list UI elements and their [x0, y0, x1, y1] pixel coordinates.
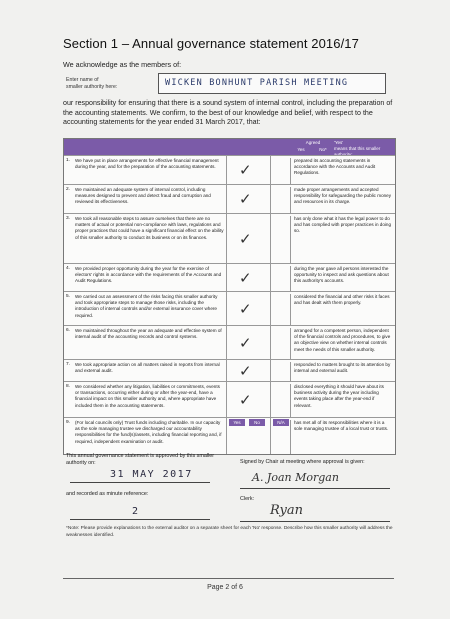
table-row — [64, 155, 395, 184]
table-row — [64, 417, 395, 454]
yes-cell[interactable] — [226, 382, 271, 417]
row-statement: We considered whether any litigation, liabilities or commitments, events or transactions, occurring either during or after the year-end, have a financial impact on this smaller authority and, where appropriate have included them in the accounting statements. — [75, 384, 220, 408]
no-cell[interactable] — [270, 382, 291, 417]
row-number: 2. — [66, 187, 71, 192]
row-yes-means: considered the financial and other risks it faces and has dealt with them properly. — [290, 294, 393, 325]
table-row — [64, 263, 395, 291]
tick-mark: ✓ — [239, 333, 252, 352]
no-header: No* — [319, 147, 327, 152]
footnote: *Note: Please provide explanations to the external auditor on a separate sheet for each 'No' response. Describe how this smaller authority will address the weaknesses identified. — [66, 526, 393, 538]
approval-label: This annual governance statement is approved by this smaller authority on: — [66, 453, 215, 466]
page-number: Page 2 of 6 — [207, 584, 243, 591]
row-statement: We took all reasonable steps to assure ourselves that there are no matters of actual or potential non-compliance with laws, regulations and proper practices that could have a significant financial effect on the ability of this smaller authority to conduct its business or on its finances. — [75, 216, 224, 240]
clerk-label: Clerk: — [240, 496, 255, 502]
table-row — [64, 381, 395, 417]
row-yes-means: arranged for a competent person, independent of the financial controls and procedures, to give an objective view on whether internal controls meet the needs of this smaller authority. — [290, 328, 393, 359]
enter-name-label: Enter name of smaller authority here: — [66, 77, 118, 90]
na-option[interactable]: N/A — [273, 419, 289, 426]
no-cell[interactable] — [270, 292, 291, 325]
chair-signature-field[interactable] — [240, 470, 390, 489]
na-cell[interactable] — [270, 418, 291, 454]
row-yes-means: has met all of its responsibilities where it is a sole managing trustee of a local trust or trusts. — [290, 420, 393, 454]
authority-name-value: WICKEN BONHUNT PARISH MEETING — [165, 78, 349, 88]
clerk-signature-field[interactable] — [240, 505, 390, 522]
row-number: 3. — [66, 216, 71, 221]
yes-cell[interactable] — [226, 326, 271, 359]
page-title: Section 1 – Annual governance statement 2016/17 — [63, 36, 359, 51]
yes-cell[interactable] — [226, 214, 271, 263]
row-statement: We maintained an adequate system of internal control, including measures designed to prevent and detect fraud and corruption and reviewed its effectiveness. — [75, 187, 211, 205]
table-row — [64, 359, 395, 381]
table-row — [64, 325, 395, 359]
row-yes-means: prepared its accounting statements in accordance with the Accounts and Audit Regulations. — [290, 158, 393, 184]
agreed-header: Agreed — [305, 140, 321, 145]
yes-cell[interactable] — [226, 264, 271, 291]
row-yes-means: disclosed everything it should have about its business activity during the year including events taking place after the year-end if relevant. — [290, 384, 393, 417]
row-number: 1. — [66, 158, 71, 163]
row-yes-means: has only done what it has the legal power to do and has complied with proper practices in doing so. — [290, 216, 393, 263]
tick-mark: ✓ — [239, 361, 252, 380]
yes-cell[interactable] — [226, 185, 271, 213]
no-cell[interactable] — [270, 360, 291, 381]
row-statement: We carried out an assessment of the risks facing this smaller authority and took appropriate steps to manage those risks, including the introduction of internal controls and/or external insurance cover where required. — [75, 294, 218, 318]
row-number: 5. — [66, 294, 71, 299]
minute-reference-value: 2 — [132, 506, 139, 517]
tick-mark: ✓ — [239, 390, 252, 409]
yes-cell[interactable] — [226, 418, 271, 454]
row-number: 4. — [66, 266, 71, 271]
approval-date-field[interactable] — [70, 468, 210, 483]
governance-table — [63, 138, 396, 455]
yes-option[interactable]: Yes — [229, 419, 245, 426]
table-header — [64, 139, 395, 155]
row-number: 6. — [66, 328, 71, 333]
row-yes-means: responded to matters brought to its attention by internal and external audit. — [290, 362, 393, 381]
tick-mark: ✓ — [239, 190, 252, 208]
signed-by-chair-label: Signed by Chair at meeting where approval is given: — [240, 459, 365, 465]
intro-text: our responsibility for ensuring that there is a sound system of internal control, including the preparation of the accounting statements. We confirm, to the best of our knowledge and belief, with respect to the accounting statements for the year ended 31 March 2017, that: — [63, 99, 393, 127]
yes-means-header: 'Yes' means that this smaller authority: — [334, 140, 381, 157]
minute-label: and recorded as minute reference: — [66, 491, 149, 497]
no-cell[interactable] — [270, 156, 291, 184]
yes-header: Yes — [297, 147, 305, 152]
row-statement: We provided proper opportunity during the year for the exercise of electors' rights in accordance with the requirements of the Accounts and Audit Regulations. — [75, 266, 222, 284]
footer-divider — [63, 578, 394, 579]
row-statement: (For local councils only) Trust funds including charitable. In our capacity as the sole managing trustee we discharged our accountability responsibilities for the fund(s)/assets, including financial reporting and, if required, independent examination or audit. — [75, 420, 222, 444]
row-yes-means: during the year gave all persons interested the opportunity to inspect and ask questions about this authority's accounts. — [290, 266, 393, 291]
row-number: 9. — [66, 420, 71, 425]
yes-cell[interactable] — [226, 292, 271, 325]
tick-mark: ✓ — [239, 229, 252, 248]
clerk-signature: Ryan — [270, 503, 304, 518]
yes-cell[interactable] — [226, 360, 271, 381]
no-cell[interactable] — [270, 264, 291, 291]
no-cell[interactable] — [270, 185, 291, 213]
row-statement: We took appropriate action on all matters raised in reports from internal and external audit. — [75, 362, 220, 374]
chair-signature: A. Joan Morgan — [252, 471, 339, 484]
yes-cell[interactable] — [226, 156, 271, 184]
tick-mark: ✓ — [239, 299, 252, 318]
tick-mark: ✓ — [239, 268, 252, 287]
row-yes-means: made proper arrangements and accepted responsibility for safeguarding the public money and resources in its charge. — [290, 187, 393, 213]
no-cell[interactable] — [270, 214, 291, 263]
no-cell[interactable] — [270, 326, 291, 359]
tick-mark: ✓ — [239, 161, 252, 179]
table-row — [64, 213, 395, 263]
no-option[interactable]: No — [249, 419, 265, 426]
acknowledgement-text: We acknowledge as the members of: — [63, 60, 182, 69]
table-row — [64, 291, 395, 325]
row-number: 8. — [66, 384, 71, 389]
authority-name-field[interactable] — [158, 73, 386, 94]
approval-date-value: 31 MAY 2017 — [110, 469, 193, 480]
table-row — [64, 184, 395, 213]
row-statement: We have put in place arrangements for effective financial management during the year, and for the preparation of the accounting statements. — [75, 158, 219, 170]
minute-reference-field[interactable] — [70, 505, 210, 520]
row-number: 7. — [66, 362, 71, 367]
row-statement: We maintained throughout the year an adequate and effective system of internal audit of the accounting records and control systems. — [75, 328, 222, 340]
